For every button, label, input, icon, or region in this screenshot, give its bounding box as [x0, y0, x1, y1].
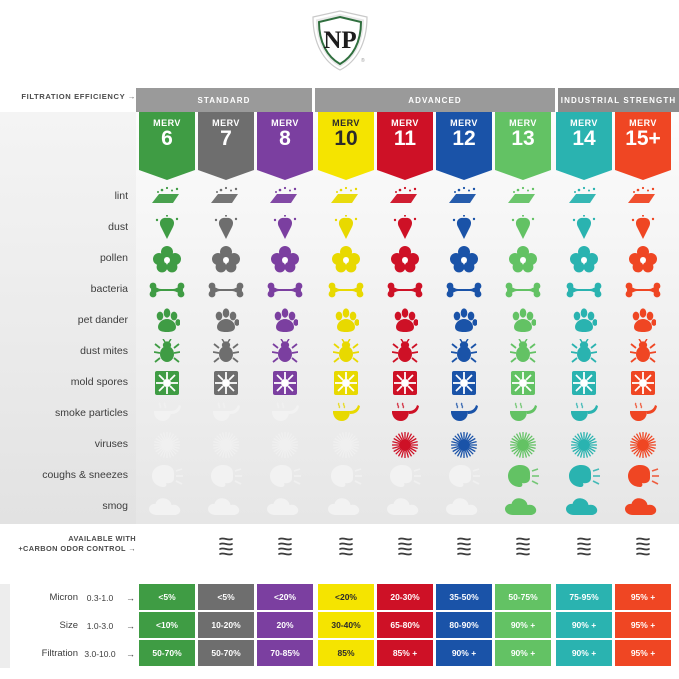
cell-dust-merv-6 — [139, 213, 195, 243]
table-cell-r1-c7: 90% + — [556, 612, 612, 638]
cell-dust-mites-merv-7 — [198, 337, 254, 367]
row-label-coughs-sneezes: coughs & sneezes — [42, 469, 128, 481]
cell-dust-mites-merv-11 — [377, 337, 433, 367]
merv-number: 7 — [220, 127, 232, 150]
flag-tail — [495, 170, 551, 180]
cell-smog-merv-6 — [139, 492, 195, 522]
table-row-name-micron: Micron — [49, 592, 78, 603]
merv-word: MERV — [212, 118, 240, 128]
cell-lint-merv-8 — [257, 182, 313, 212]
cell-smog-merv-14 — [556, 492, 612, 522]
cell-pet-dander-merv-12 — [436, 306, 492, 336]
cell-dust-mites-merv-13 — [495, 337, 551, 367]
merv-number: 6 — [161, 127, 173, 150]
cell-smoke-particles-merv-12 — [436, 399, 492, 429]
cell-smoke-particles-merv-15+ — [615, 399, 671, 429]
merv-number: 12 — [452, 127, 476, 150]
group-standard: STANDARD — [136, 88, 312, 112]
cell-dust-merv-10 — [318, 213, 374, 243]
table-cell-r1-c5: 80-90% — [436, 612, 492, 638]
flag-tail — [615, 170, 671, 180]
cell-viruses-merv-8 — [257, 430, 313, 460]
row-label-bacteria: bacteria — [90, 283, 128, 295]
merv-number: 15+ — [625, 127, 661, 150]
cell-pollen-merv-15+ — [615, 244, 671, 274]
cell-mold-spores-merv-13 — [495, 368, 551, 398]
row-label-lint: lint — [114, 190, 128, 202]
table-row-arrow-micron: → — [126, 593, 135, 603]
table-cell-r2-c6: 90% + — [495, 640, 551, 666]
carbon-label-line1: AVAILABLE WITH — [68, 534, 136, 543]
table-cell-r1-c8: 95% + — [615, 612, 671, 638]
cell-dust-mites-merv-6 — [139, 337, 195, 367]
cell-viruses-merv-12 — [436, 430, 492, 460]
cell-pollen-merv-11 — [377, 244, 433, 274]
cell-smog-merv-13 — [495, 492, 551, 522]
row-label-pet-dander: pet dander — [77, 314, 128, 326]
cell-pollen-merv-10 — [318, 244, 374, 274]
cell-viruses-merv-7 — [198, 430, 254, 460]
cell-smoke-particles-merv-6 — [139, 399, 195, 429]
table-cell-r0-c6: 50-75% — [495, 584, 551, 610]
merv-flag-10[interactable] — [318, 112, 374, 170]
merv-word: MERV — [153, 118, 181, 128]
cell-pet-dander-merv-11 — [377, 306, 433, 336]
table-cell-r2-c0: 50-70% — [139, 640, 195, 666]
cell-bacteria-merv-11 — [377, 275, 433, 305]
cell-pollen-merv-12 — [436, 244, 492, 274]
cell-bacteria-merv-7 — [198, 275, 254, 305]
cell-mold-spores-merv-10 — [318, 368, 374, 398]
flag-tail — [139, 170, 195, 180]
cell-lint-merv-7 — [198, 182, 254, 212]
cell-bacteria-merv-14 — [556, 275, 612, 305]
merv-number: 14 — [572, 127, 596, 150]
cell-dust-mites-merv-10 — [318, 337, 374, 367]
merv-number: 13 — [511, 127, 535, 150]
cell-dust-merv-12 — [436, 213, 492, 243]
carbon-cell-merv-12 — [436, 534, 492, 558]
row-label-pollen: pollen — [99, 252, 128, 264]
cell-smog-merv-11 — [377, 492, 433, 522]
cell-lint-merv-14 — [556, 182, 612, 212]
np-shield-logo — [310, 10, 370, 72]
cell-smoke-particles-merv-14 — [556, 399, 612, 429]
cell-coughs-sneezes-merv-15+ — [615, 461, 671, 491]
svg-text:®: ® — [361, 58, 365, 64]
table-cell-r0-c7: 75-95% — [556, 584, 612, 610]
cell-mold-spores-merv-14 — [556, 368, 612, 398]
cell-coughs-sneezes-merv-11 — [377, 461, 433, 491]
cell-smoke-particles-merv-8 — [257, 399, 313, 429]
bottom-row-labels — [0, 584, 136, 668]
cell-bacteria-merv-10 — [318, 275, 374, 305]
cell-dust-merv-8 — [257, 213, 313, 243]
merv-number: 10 — [334, 127, 358, 150]
cell-smoke-particles-merv-7 — [198, 399, 254, 429]
table-row-arrow-size: → — [126, 621, 135, 631]
flag-tail — [257, 170, 313, 180]
cell-bacteria-merv-13 — [495, 275, 551, 305]
cell-smog-merv-15+ — [615, 492, 671, 522]
cell-dust-merv-14 — [556, 213, 612, 243]
row-label-smoke-particles: smoke particles — [55, 407, 128, 419]
table-cell-r2-c1: 50-70% — [198, 640, 254, 666]
merv-flag-11[interactable] — [377, 112, 433, 170]
cell-mold-spores-merv-8 — [257, 368, 313, 398]
cell-pollen-merv-8 — [257, 244, 313, 274]
cell-smog-merv-8 — [257, 492, 313, 522]
merv-number: 8 — [279, 127, 291, 150]
cell-coughs-sneezes-merv-6 — [139, 461, 195, 491]
table-row-name-filtration: Filtration — [41, 648, 78, 659]
flag-tail — [556, 170, 612, 180]
carbon-cell-merv-15+ — [615, 534, 671, 558]
cell-coughs-sneezes-merv-13 — [495, 461, 551, 491]
table-cell-r1-c4: 65-80% — [377, 612, 433, 638]
cell-pollen-merv-13 — [495, 244, 551, 274]
cell-pet-dander-merv-13 — [495, 306, 551, 336]
cell-viruses-merv-6 — [139, 430, 195, 460]
group-advanced: ADVANCED — [315, 88, 555, 112]
carbon-cell-merv-11 — [377, 534, 433, 558]
merv-flag-row — [136, 112, 679, 174]
cell-lint-merv-10 — [318, 182, 374, 212]
cell-pollen-merv-14 — [556, 244, 612, 274]
table-cell-r1-c1: 10-20% — [198, 612, 254, 638]
carbon-cell-merv-14 — [556, 534, 612, 558]
flag-tail — [377, 170, 433, 180]
cell-dust-merv-7 — [198, 213, 254, 243]
efficiency-table — [136, 584, 679, 668]
merv-word: MERV — [332, 118, 360, 128]
cell-mold-spores-merv-12 — [436, 368, 492, 398]
table-row-arrow-filtration: → — [126, 649, 135, 659]
cell-smoke-particles-merv-13 — [495, 399, 551, 429]
cell-pollen-merv-6 — [139, 244, 195, 274]
merv-flag-6[interactable] — [139, 112, 195, 170]
cell-smoke-particles-merv-10 — [318, 399, 374, 429]
cell-viruses-merv-13 — [495, 430, 551, 460]
cell-coughs-sneezes-merv-7 — [198, 461, 254, 491]
cell-dust-merv-15+ — [615, 213, 671, 243]
row-label-dust-mites: dust mites — [80, 345, 128, 357]
cell-dust-merv-11 — [377, 213, 433, 243]
cell-dust-mites-merv-12 — [436, 337, 492, 367]
cell-bacteria-merv-8 — [257, 275, 313, 305]
table-cell-r0-c0: <5% — [139, 584, 195, 610]
table-cell-r2-c8: 95% + — [615, 640, 671, 666]
table-cell-r2-c3: 85% — [318, 640, 374, 666]
cell-viruses-merv-14 — [556, 430, 612, 460]
cell-smog-merv-7 — [198, 492, 254, 522]
cell-dust-mites-merv-15+ — [615, 337, 671, 367]
merv-flag-13[interactable] — [495, 112, 551, 170]
cell-bacteria-merv-12 — [436, 275, 492, 305]
cell-dust-merv-13 — [495, 213, 551, 243]
merv-word: MERV — [570, 118, 598, 128]
merv-flag-15+[interactable] — [615, 112, 671, 170]
carbon-cell-merv-8 — [257, 534, 313, 558]
group-industrial: INDUSTRIAL STRENGTH — [558, 88, 679, 112]
table-cell-r2-c4: 85% + — [377, 640, 433, 666]
cell-pet-dander-merv-15+ — [615, 306, 671, 336]
merv-word: MERV — [450, 118, 478, 128]
cell-coughs-sneezes-merv-12 — [436, 461, 492, 491]
merv-word: MERV — [391, 118, 419, 128]
cell-pet-dander-merv-14 — [556, 306, 612, 336]
cell-pet-dander-merv-10 — [318, 306, 374, 336]
carbon-label-line2: +CARBON ODOR CONTROL → — [18, 544, 136, 553]
cell-smog-merv-12 — [436, 492, 492, 522]
cell-pet-dander-merv-7 — [198, 306, 254, 336]
cell-lint-merv-15+ — [615, 182, 671, 212]
merv-flag-7[interactable] — [198, 112, 254, 170]
cell-lint-merv-12 — [436, 182, 492, 212]
group-header-band — [0, 88, 679, 112]
cell-bacteria-merv-6 — [139, 275, 195, 305]
carbon-cell-merv-10 — [318, 534, 374, 558]
cell-lint-merv-6 — [139, 182, 195, 212]
cell-viruses-merv-11 — [377, 430, 433, 460]
flag-tail — [436, 170, 492, 180]
flag-tail — [198, 170, 254, 180]
merv-flag-8[interactable] — [257, 112, 313, 170]
table-cell-r0-c3: <20% — [318, 584, 374, 610]
cell-smog-merv-10 — [318, 492, 374, 522]
merv-flag-12[interactable] — [436, 112, 492, 170]
cell-dust-mites-merv-8 — [257, 337, 313, 367]
table-cell-r1-c6: 90% + — [495, 612, 551, 638]
table-cell-r0-c2: <20% — [257, 584, 313, 610]
table-cell-r0-c1: <5% — [198, 584, 254, 610]
table-cell-r1-c0: <10% — [139, 612, 195, 638]
cell-viruses-merv-15+ — [615, 430, 671, 460]
cell-lint-merv-11 — [377, 182, 433, 212]
cell-pet-dander-merv-6 — [139, 306, 195, 336]
cell-coughs-sneezes-merv-8 — [257, 461, 313, 491]
table-cell-r2-c7: 90% + — [556, 640, 612, 666]
cell-pollen-merv-7 — [198, 244, 254, 274]
cell-mold-spores-merv-7 — [198, 368, 254, 398]
cell-mold-spores-merv-11 — [377, 368, 433, 398]
table-cell-r2-c2: 70-85% — [257, 640, 313, 666]
row-label-mold-spores: mold spores — [70, 376, 128, 388]
table-cell-r0-c5: 35-50% — [436, 584, 492, 610]
cell-lint-merv-13 — [495, 182, 551, 212]
merv-word: MERV — [629, 118, 657, 128]
row-label-viruses: viruses — [94, 438, 128, 450]
cell-coughs-sneezes-merv-14 — [556, 461, 612, 491]
table-cell-r0-c4: 20-30% — [377, 584, 433, 610]
table-row-range-size: 1.0-3.0 — [86, 621, 114, 631]
cell-viruses-merv-10 — [318, 430, 374, 460]
table-cell-r2-c5: 90% + — [436, 640, 492, 666]
carbon-cell-merv-7 — [198, 534, 254, 558]
cell-smoke-particles-merv-11 — [377, 399, 433, 429]
merv-word: MERV — [271, 118, 299, 128]
cell-dust-mites-merv-14 — [556, 337, 612, 367]
merv-flag-14[interactable] — [556, 112, 612, 170]
row-label-smog: smog — [102, 500, 128, 512]
carbon-cell-merv-13 — [495, 534, 551, 558]
table-cell-r0-c8: 95% + — [615, 584, 671, 610]
cell-mold-spores-merv-6 — [139, 368, 195, 398]
table-cell-r1-c3: 30-40% — [318, 612, 374, 638]
table-cell-r1-c2: 20% — [257, 612, 313, 638]
cell-bacteria-merv-15+ — [615, 275, 671, 305]
carbon-label — [8, 534, 136, 554]
row-label-dust: dust — [108, 221, 128, 233]
merv-number: 11 — [393, 127, 417, 150]
table-row-range-micron: 0.3-1.0 — [86, 593, 114, 603]
filtration-efficiency-label: FILTRATION EFFICIENCY → — [21, 92, 136, 101]
cell-coughs-sneezes-merv-10 — [318, 461, 374, 491]
svg-text:NP: NP — [323, 27, 357, 54]
cell-pet-dander-merv-8 — [257, 306, 313, 336]
table-row-name-size: Size — [59, 620, 78, 631]
flag-tail — [318, 170, 374, 180]
cell-mold-spores-merv-15+ — [615, 368, 671, 398]
table-row-range-filtration: 3.0-10.0 — [84, 649, 116, 659]
merv-word: MERV — [509, 118, 537, 128]
